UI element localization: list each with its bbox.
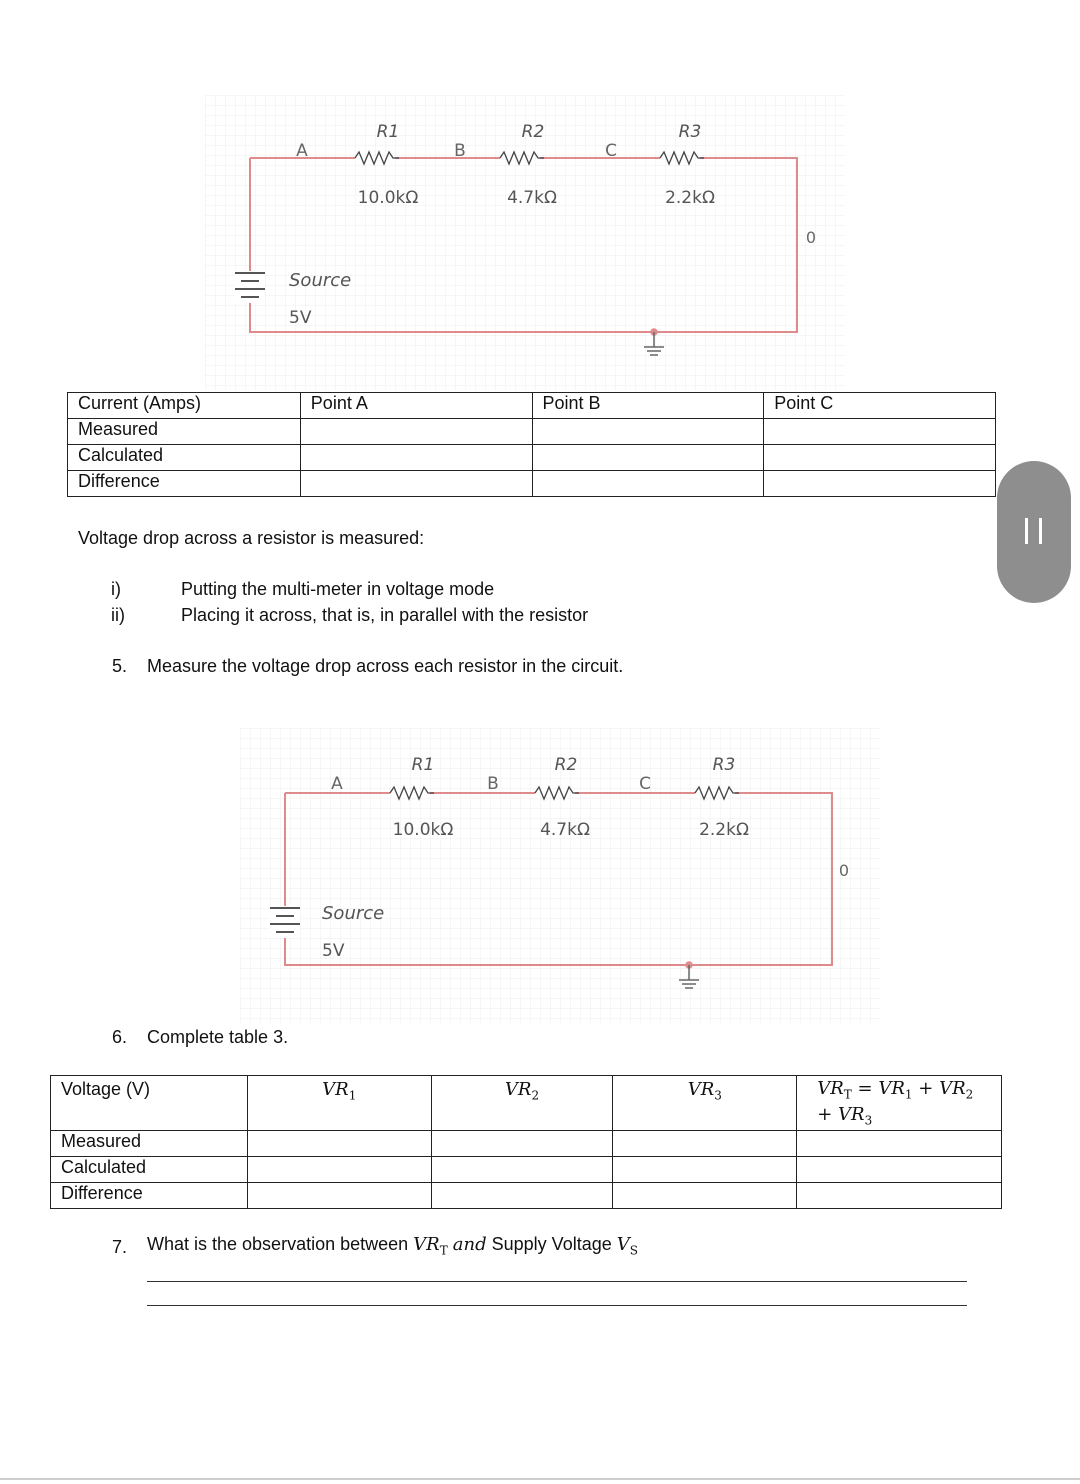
q7-vrt: $VR_T$ (413, 1234, 448, 1258)
table-row (51, 1157, 1002, 1183)
question-6-text: Complete table 3. (147, 1027, 289, 1047)
question-7-number: 7. (112, 1237, 128, 1257)
table-cell[interactable] (764, 445, 996, 471)
resistor-r3-name: R3 (712, 755, 736, 775)
node-b-label: B (454, 141, 466, 161)
vr3-subscript: 3 (714, 1088, 722, 1103)
q7-vs: $V_S$ (616, 1234, 638, 1258)
node-a-label: A (331, 774, 343, 794)
resistor-r2-name: R2 (554, 755, 578, 775)
table-cell[interactable] (613, 1157, 797, 1183)
total-formula-line1: $VR_T = VR_1 + VR_2$ (817, 1078, 974, 1102)
current-table (67, 392, 996, 497)
table-cell[interactable] (300, 419, 532, 445)
voltage-table (50, 1075, 1002, 1209)
table-row (68, 445, 996, 471)
voltage-intro-text: Voltage drop across a resistor is measured: (78, 528, 425, 548)
battery-symbol (235, 271, 265, 303)
table-cell[interactable] (797, 1183, 1002, 1209)
source-value: 5V (289, 308, 312, 328)
question-7-text (147, 1234, 638, 1258)
resistor-r2-value: 4.7kΩ (540, 820, 590, 840)
table-cell[interactable] (300, 445, 532, 471)
resistor-r3-value: 2.2kΩ (665, 188, 715, 208)
step-text: Putting the multi-meter in voltage mode (181, 579, 495, 599)
table-header-cell: Point C (764, 393, 996, 419)
resistor-r3-value: 2.2kΩ (699, 820, 749, 840)
table-cell[interactable] (613, 1131, 797, 1157)
table-cell[interactable] (532, 419, 764, 445)
node-zero-label: 0 (838, 861, 850, 880)
table-cell[interactable] (764, 471, 996, 497)
table-cell[interactable] (431, 1131, 613, 1157)
table-cell[interactable] (247, 1131, 431, 1157)
step-text: Placing it across, that is, in parallel with the resistor (181, 605, 589, 625)
scroll-handle[interactable] (997, 461, 1071, 603)
circuit-diagram-2 (240, 728, 880, 1023)
table-row (51, 1131, 1002, 1157)
table-header-cell (797, 1076, 1002, 1131)
page-bottom-rule (0, 1478, 1080, 1480)
node-b-label: B (487, 774, 499, 794)
row-label: Measured (51, 1131, 248, 1157)
answer-line[interactable] (147, 1305, 967, 1306)
circuit-diagram-1 (205, 95, 845, 390)
table-cell[interactable] (247, 1183, 431, 1209)
vr1-symbol: VR (322, 1079, 349, 1100)
table-cell[interactable] (247, 1157, 431, 1183)
row-label: Difference (68, 471, 301, 497)
row-label: Calculated (51, 1157, 248, 1183)
table-row (68, 471, 996, 497)
node-c-label: C (605, 141, 617, 161)
source-label: Source (289, 270, 352, 291)
table-header-row (68, 393, 996, 419)
table-cell[interactable] (431, 1183, 613, 1209)
resistor-r1-value: 10.0kΩ (392, 820, 454, 840)
row-label: Measured (68, 419, 301, 445)
row-label: Calculated (68, 445, 301, 471)
table-cell[interactable] (764, 419, 996, 445)
table-cell[interactable] (532, 445, 764, 471)
row-label: Difference (51, 1183, 248, 1209)
vr3-symbol: VR (687, 1079, 715, 1100)
battery-symbol (270, 906, 300, 938)
resistor-r2-name: R2 (521, 122, 545, 142)
step-number: ii) (111, 605, 125, 625)
table-header-cell (431, 1076, 613, 1131)
table-header-cell: Voltage (V) (51, 1076, 248, 1131)
question-6-number: 6. (112, 1027, 128, 1047)
resistor-r1-value: 10.0kΩ (357, 188, 419, 208)
node-zero-label: 0 (805, 228, 817, 247)
q7-mid: Supply Voltage (491, 1234, 612, 1254)
vr2-subscript: 2 (531, 1088, 540, 1103)
table-header-row (51, 1076, 1002, 1131)
table-header-cell (247, 1076, 431, 1131)
table-row (68, 419, 996, 445)
resistor-r2-value: 4.7kΩ (507, 188, 557, 208)
grip-icon (1015, 518, 1053, 544)
node-c-label: C (639, 774, 651, 794)
table-cell[interactable] (613, 1183, 797, 1209)
resistor-r1-name: R1 (411, 755, 435, 775)
table-row (51, 1183, 1002, 1209)
node-a-label: A (296, 141, 308, 161)
source-label: Source (322, 903, 385, 924)
question-5-number: 5. (112, 656, 128, 676)
step-number: i) (111, 579, 121, 599)
answer-line[interactable] (147, 1281, 967, 1282)
resistor-r3-name: R3 (678, 122, 702, 142)
table-cell[interactable] (797, 1157, 1002, 1183)
q7-prefix: What is the observation between (147, 1234, 409, 1254)
table-header-cell: Current (Amps) (68, 393, 301, 419)
table-cell[interactable] (532, 471, 764, 497)
resistor-r1-name: R1 (376, 122, 400, 142)
total-formula-line2: + $VR_3$ (817, 1103, 873, 1128)
vr1-subscript: 1 (348, 1088, 357, 1103)
vr2-symbol: VR (504, 1079, 532, 1100)
table-header-cell: Point B (532, 393, 764, 419)
table-cell[interactable] (431, 1157, 613, 1183)
table-header-cell (613, 1076, 797, 1131)
table-header-cell: Point A (300, 393, 532, 419)
question-5-text: Measure the voltage drop across each resistor in the circuit. (147, 656, 624, 676)
source-value: 5V (322, 941, 345, 961)
table-cell[interactable] (797, 1131, 1002, 1157)
table-cell[interactable] (300, 471, 532, 497)
q7-and: and (452, 1234, 487, 1255)
